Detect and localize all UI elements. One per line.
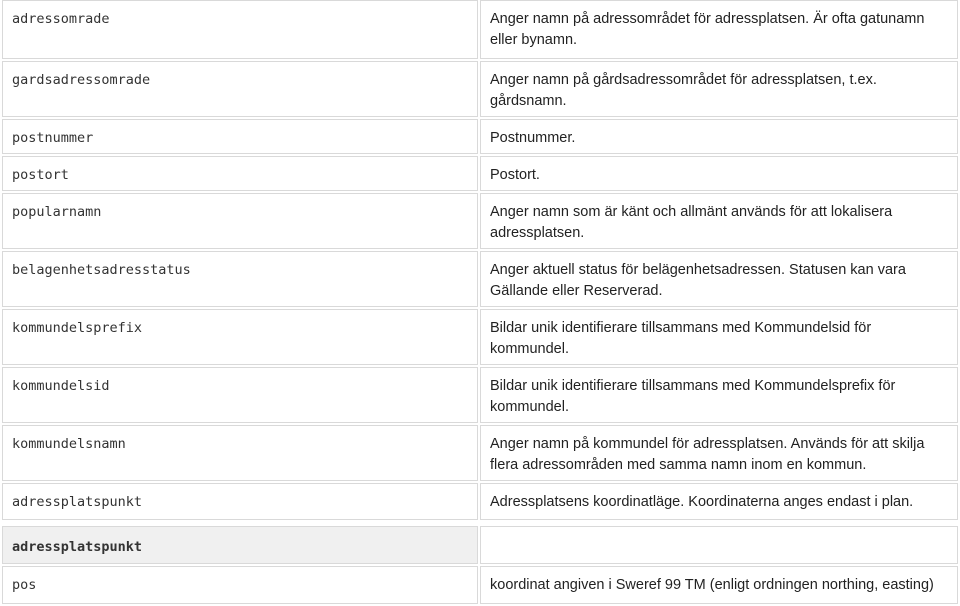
attribute-name: gardsadressomrade [2,61,478,117]
attribute-description: Bildar unik identifierare tillsammans med Kommundelsid för kommundel. [480,309,958,365]
table-row [2,156,958,191]
sub-attribute-table [0,524,960,606]
attribute-name: postort [2,156,478,191]
table-row [2,425,958,481]
attribute-description: Anger namn på adressområdet för adressplatsen. Är ofta gatunamn eller bynamn. [480,0,958,59]
attribute-description: Anger namn som är känt och allmänt används för att lokalisera adressplatsen. [480,193,958,249]
table-row [2,566,958,604]
attribute-name: kommundelsid [2,367,478,423]
table-row [2,367,958,423]
attribute-description: Anger namn på kommundel för adressplatsen. Används för att skilja flera adressområden med samma namn inom en kommun. [480,425,958,481]
attribute-description: Anger namn på gårdsadressområdet för adressplatsen, t.ex. gårdsnamn. [480,61,958,117]
table-row [2,0,958,59]
attribute-name: belagenhetsadresstatus [2,251,478,307]
sub-table-header-row [2,526,958,564]
attribute-name: adressomrade [2,0,478,59]
sub-table-header: adressplatspunkt [2,526,478,564]
attribute-name: adressplatspunkt [2,483,478,520]
table-row [2,119,958,154]
attribute-name: kommundelsnamn [2,425,478,481]
attribute-description: Adressplatsens koordinatläge. Koordinaterna anges endast i plan. [480,483,958,520]
attribute-name: postnummer [2,119,478,154]
attribute-description: koordinat angiven i Sweref 99 TM (enligt ordningen northing, easting) [480,566,958,604]
table-row [2,61,958,117]
table-row [2,309,958,365]
attribute-description: Bildar unik identifierare tillsammans med Kommundelsprefix för kommundel. [480,367,958,423]
attribute-name: kommundelsprefix [2,309,478,365]
attribute-description: Anger aktuell status för belägenhetsadressen. Statusen kan vara Gällande eller Reserverad. [480,251,958,307]
attribute-description: Postort. [480,156,958,191]
attribute-name: popularnamn [2,193,478,249]
sub-table-header-empty [480,526,958,564]
attribute-name: pos [2,566,478,604]
table-row [2,193,958,249]
table-row [2,251,958,307]
table-row [2,483,958,520]
attribute-description: Postnummer. [480,119,958,154]
